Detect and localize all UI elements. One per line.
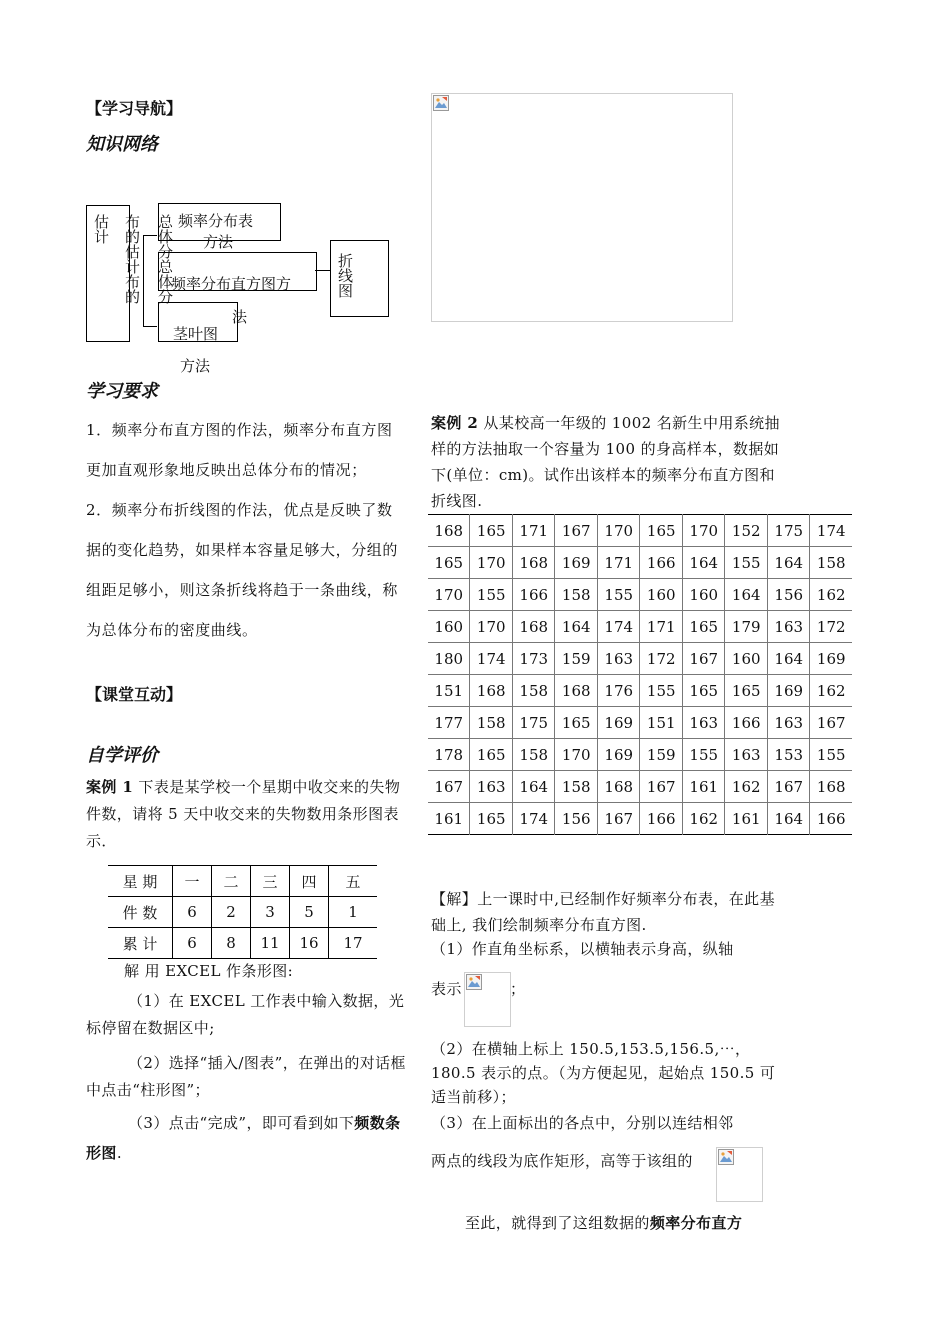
table-cell: 162 — [682, 803, 725, 835]
table-row — [428, 579, 852, 611]
table-cell: 156 — [555, 803, 598, 835]
table-cell: 170 — [470, 611, 513, 643]
table-cell: 168 — [512, 611, 555, 643]
table-cell: 161 — [682, 771, 725, 803]
table-cell: 179 — [725, 611, 768, 643]
step-3-text: （3）点击“完成”，即可看到如下 — [128, 1114, 355, 1132]
table-cell: 155 — [640, 675, 683, 707]
table-cell: 163 — [597, 643, 640, 675]
table-cell: 2 — [212, 897, 251, 928]
table-cell: 162 — [725, 771, 768, 803]
table-cell: 17 — [329, 928, 378, 959]
table-cell: 170 — [597, 515, 640, 547]
table-cell: 167 — [767, 771, 810, 803]
case1-paragraph — [86, 774, 406, 855]
table-cell: 164 — [725, 579, 768, 611]
req-item-2: 2．频率分布折线图的作法，优点是反映了数据的变化趋势，如果样本容量足够大，分组的组距足够小，则这条折线将趋于一条曲线，称为总体分布的密度曲线。 — [86, 501, 399, 639]
table-cell: 169 — [597, 707, 640, 739]
table-cell: 169 — [597, 739, 640, 771]
table-cell: 171 — [640, 611, 683, 643]
step-2: （2）选择“插入/图表”，在弹出的对话框中点击“柱形图”； — [86, 1054, 406, 1099]
freq-table-method-text: 方法 — [203, 233, 234, 251]
req-item-1: 1．频率分布直方图的作法，频率分布直方图更加直观形象地反映出总体分布的情况； — [86, 421, 393, 479]
table-cell: 件 数 — [108, 897, 173, 928]
table-cell: 165 — [682, 675, 725, 707]
step-3-end: . — [116, 1144, 122, 1162]
table-cell: 174 — [597, 611, 640, 643]
table-cell: 165 — [428, 547, 470, 579]
table-cell: 160 — [428, 611, 470, 643]
nav-title: 【学习导航】 — [86, 99, 183, 118]
solution-line: 解 用 EXCEL 作条形图: — [124, 962, 294, 980]
table-cell: 156 — [767, 579, 810, 611]
table-cell: 166 — [640, 547, 683, 579]
req-title: 学习要求 — [86, 381, 158, 402]
table-cell: 170 — [428, 579, 470, 611]
solution-intro: 【解】上一课时中,已经制作好频率分布表，在此基础上, 我们绘制频率分布直方图. — [431, 890, 775, 934]
broken-image-icon — [466, 974, 482, 990]
case2-text: 从某校高一年级的 1002 名新生中用系统抽样的方法抽取一个容量为 100 的身高样本，数据如下(单位：cm)。试作出该样本的频率分布直方图和折线图. — [431, 414, 780, 510]
table-cell: 168 — [434, 521, 464, 540]
table-cell: 1 — [329, 897, 378, 928]
lost-items-table — [108, 865, 377, 959]
histogram-suffix-text: 法 — [232, 308, 248, 326]
table-cell: 168 — [555, 675, 598, 707]
case1-text: 下表是某学校一个星期中收交来的失物件数，请将 5 天中收交来的失物数用条形图表示． — [86, 778, 401, 850]
table-cell: 165 — [470, 515, 513, 547]
solution-step-1-label: 表示 — [431, 980, 462, 998]
formula-placeholder-2 — [716, 1147, 763, 1202]
stem-leaf-text: 茎叶图 — [173, 325, 219, 343]
table-cell: 158 — [470, 707, 513, 739]
table-cell: 168 — [470, 675, 513, 707]
table-cell: 163 — [470, 771, 513, 803]
knowledge-title: 知识网络 — [86, 134, 158, 155]
table-row — [428, 611, 852, 643]
table-cell: 174 — [512, 803, 555, 835]
table-cell: 168 — [810, 771, 852, 803]
broken-image-icon — [433, 95, 449, 111]
polyline-box — [330, 240, 389, 317]
table-cell: 153 — [767, 739, 810, 771]
table-cell: 151 — [428, 675, 470, 707]
table-row — [428, 803, 852, 835]
table-cell: 155 — [725, 547, 768, 579]
table-cell: 164 — [767, 643, 810, 675]
table-cell: 165 — [470, 803, 513, 835]
table-cell: 175 — [767, 515, 810, 547]
case2-paragraph — [431, 410, 781, 514]
case1-label: 案例 1 — [86, 778, 134, 796]
table-cell: 162 — [810, 579, 852, 611]
table-cell: 165 — [555, 707, 598, 739]
table-cell: 163 — [682, 707, 725, 739]
table-cell: 四 — [290, 866, 329, 897]
table-cell: 151 — [640, 707, 683, 739]
table-cell: 16 — [290, 928, 329, 959]
table-cell: 星 期 — [108, 866, 173, 897]
solution-step-3-cont: 两点的线段为底作矩形，高等于该组的 — [431, 1152, 693, 1170]
step-3-bold: 频数条形图 — [86, 1114, 401, 1162]
table-cell: 162 — [810, 675, 852, 707]
diagram-col-text-2: 总体分总体分 — [156, 214, 174, 304]
table-cell: 167 — [682, 643, 725, 675]
table-cell: 二 — [212, 866, 251, 897]
table-row — [428, 675, 852, 707]
table-cell: 171 — [512, 515, 555, 547]
histogram-box — [158, 252, 317, 291]
table-cell: 172 — [640, 643, 683, 675]
polyline-text: 折线图 — [336, 253, 354, 298]
table-cell: 172 — [810, 611, 852, 643]
table-cell: 163 — [767, 611, 810, 643]
table-cell: 170 — [470, 547, 513, 579]
solution-step-1: （1）作直角坐标系，以横轴表示身高，纵轴 — [431, 940, 734, 958]
table-row — [428, 547, 852, 579]
table-cell: 169 — [767, 675, 810, 707]
class-title: 【课堂互动】 — [86, 685, 183, 704]
table-cell: 5 — [290, 897, 329, 928]
table-cell: 159 — [640, 739, 683, 771]
table-cell: 155 — [682, 739, 725, 771]
histogram-text: 频率分布直方图方 — [171, 275, 292, 293]
table-cell: 165 — [682, 611, 725, 643]
table-cell: 159 — [555, 643, 598, 675]
table-cell: 6 — [173, 928, 212, 959]
solution-step-2: （2）在横轴上标上 150.5,153.5,156.5,⋯，180.5 表示的点。（为方便起见，起始点 150.5 可适当前移）； — [431, 1040, 776, 1106]
table-cell: 170 — [682, 515, 725, 547]
table-cell: 166 — [810, 803, 852, 835]
table-cell: 169 — [555, 547, 598, 579]
table-cell: 158 — [512, 675, 555, 707]
bracket-line — [143, 235, 157, 327]
final-line — [465, 1210, 742, 1237]
table-cell: 166 — [640, 803, 683, 835]
table-cell: 166 — [512, 579, 555, 611]
final-bold: 频率分布直方 — [649, 1214, 743, 1232]
table-cell: 167 — [555, 515, 598, 547]
table-cell: 175 — [512, 707, 555, 739]
image-placeholder — [431, 93, 733, 322]
formula-placeholder — [464, 972, 511, 1027]
table-cell: 167 — [640, 771, 683, 803]
table-cell: 158 — [555, 579, 598, 611]
table-cell: 160 — [682, 579, 725, 611]
table-cell: 3 — [251, 897, 290, 928]
table-row — [428, 771, 852, 803]
table-cell: 164 — [767, 803, 810, 835]
table-cell: 155 — [597, 579, 640, 611]
estimate-text: 估计 — [92, 214, 110, 244]
table-cell: 180 — [428, 643, 470, 675]
table-cell: 178 — [428, 739, 470, 771]
table-cell: 8 — [212, 928, 251, 959]
table-row — [428, 739, 852, 771]
final-text: 至此，就得到了这组数据的 — [465, 1214, 650, 1232]
table-cell: 158 — [512, 739, 555, 771]
table-cell: 164 — [682, 547, 725, 579]
table-row — [108, 866, 377, 897]
table-cell: 165 — [725, 675, 768, 707]
step-3 — [86, 1108, 406, 1168]
case2-label: 案例 2 — [431, 414, 479, 432]
table-row — [428, 515, 852, 547]
connector-line — [315, 270, 330, 271]
table-cell: 174 — [470, 643, 513, 675]
table-cell: 163 — [725, 739, 768, 771]
table-cell: 171 — [597, 547, 640, 579]
table-cell: 167 — [810, 707, 852, 739]
solution-step-1-end: ； — [510, 980, 526, 998]
table-cell: 170 — [555, 739, 598, 771]
step-1: （1）在 EXCEL 工作表中输入数据，光标停留在数据区中; — [86, 992, 405, 1037]
table-cell: 6 — [173, 897, 212, 928]
table-cell: 11 — [251, 928, 290, 959]
table-cell: 155 — [810, 739, 852, 771]
table-cell: 168 — [512, 547, 555, 579]
table-cell: 160 — [725, 643, 768, 675]
table-cell: 167 — [597, 803, 640, 835]
table-cell: 164 — [512, 771, 555, 803]
stem-leaf-box — [158, 302, 238, 342]
table-cell: 161 — [428, 803, 470, 835]
table-cell: 164 — [555, 611, 598, 643]
table-row — [108, 897, 377, 928]
diagram-col-text: 布的估计布的 — [123, 214, 141, 304]
freq-table-text: 频率分布表 — [178, 212, 254, 230]
solution-step-3: （3）在上面标出的各点中，分别以连结相邻 — [431, 1114, 734, 1132]
broken-image-icon — [718, 1149, 734, 1165]
table-row — [428, 707, 852, 739]
table-cell: 累 计 — [108, 928, 173, 959]
table-cell: 173 — [512, 643, 555, 675]
table-cell: 三 — [251, 866, 290, 897]
table-cell: 163 — [767, 707, 810, 739]
table-cell: 160 — [640, 579, 683, 611]
table-cell: 177 — [428, 707, 470, 739]
table-row — [428, 643, 852, 675]
table-cell: 155 — [470, 579, 513, 611]
table-cell: 161 — [725, 803, 768, 835]
table-cell: 152 — [725, 515, 768, 547]
table-cell: 176 — [597, 675, 640, 707]
table-row — [108, 928, 377, 959]
table-cell: 168 — [597, 771, 640, 803]
table-cell: 167 — [428, 771, 470, 803]
table-cell: 169 — [810, 643, 852, 675]
stem-leaf-method-text: 方法 — [180, 357, 211, 375]
table-cell: 158 — [810, 547, 852, 579]
table-cell: 166 — [725, 707, 768, 739]
table-cell: 165 — [470, 739, 513, 771]
table-cell: 174 — [810, 515, 852, 547]
table-cell: 一 — [173, 866, 212, 897]
table-cell: 165 — [640, 515, 683, 547]
height-data-table — [428, 514, 852, 835]
table-cell: 五 — [329, 866, 378, 897]
self-eval-title: 自学评价 — [86, 745, 158, 766]
table-cell: 158 — [555, 771, 598, 803]
table-cell: 164 — [767, 547, 810, 579]
